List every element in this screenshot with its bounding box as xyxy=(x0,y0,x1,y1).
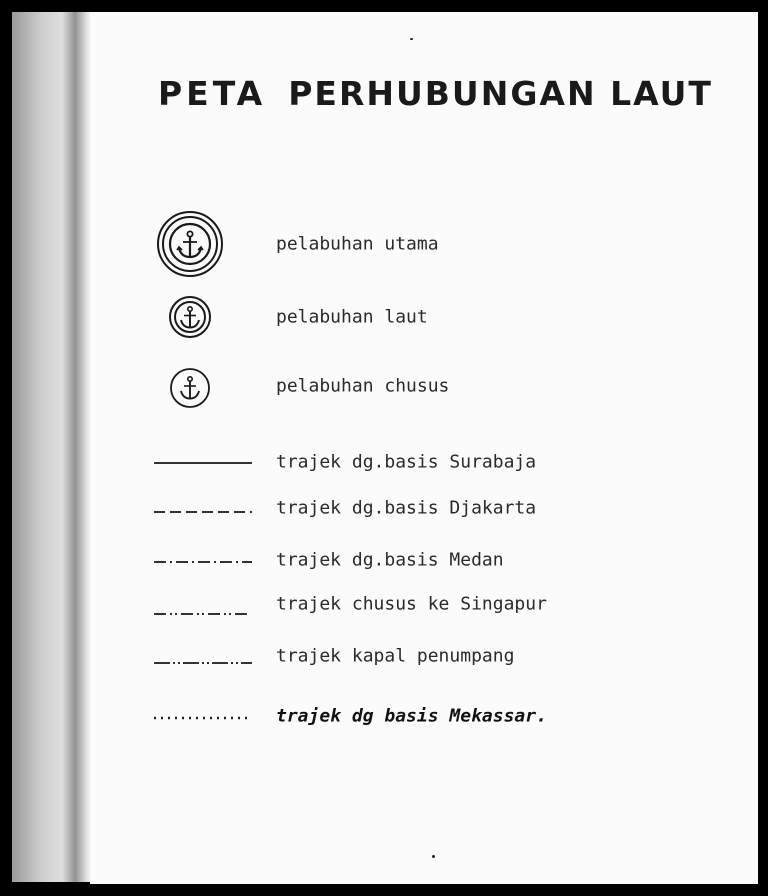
legend-row-route-mekassar xyxy=(150,696,710,736)
legend-row-route-medan xyxy=(150,540,710,580)
legend-label: pelabuhan chusus xyxy=(276,375,450,397)
legend-label: trajek kapal penumpang xyxy=(276,645,515,667)
anchor-triple-ring-icon xyxy=(150,224,260,264)
legend-row-route-djakarta xyxy=(150,488,710,528)
page-title xyxy=(158,74,713,113)
paper-speck xyxy=(432,855,435,858)
spine-shadow xyxy=(62,12,88,882)
legend-page xyxy=(90,12,758,884)
legend-row-pelabuhan-utama xyxy=(150,224,710,264)
route-line-dash-dot xyxy=(150,540,260,580)
title-word-peta: PETA xyxy=(158,74,267,113)
route-line-dotted xyxy=(150,696,260,736)
legend-label: trajek dg.basis Djakarta xyxy=(276,497,537,519)
legend-row-route-surabaja xyxy=(150,442,710,482)
legend-row-route-singapur xyxy=(150,584,710,624)
paper-speck xyxy=(410,38,413,40)
route-line-long-dash-dots xyxy=(150,636,260,676)
route-line-solid xyxy=(150,442,260,482)
legend-label: pelabuhan laut xyxy=(276,306,428,328)
legend-row-pelabuhan-laut xyxy=(150,297,710,337)
anchor-single-ring-icon xyxy=(150,366,260,406)
legend-label: trajek dg.basis Surabaja xyxy=(276,451,537,473)
legend-label: trajek chusus ke Singapur xyxy=(276,593,547,615)
route-line-dashed xyxy=(150,488,260,528)
legend-label: trajek dg.basis Medan xyxy=(276,549,504,571)
legend-row-pelabuhan-chusus xyxy=(150,366,710,406)
legend-label: pelabuhan utama xyxy=(276,233,439,255)
legend-label-handwritten: trajek dg basis Mekassar. xyxy=(276,705,547,727)
anchor-double-ring-icon xyxy=(150,297,260,337)
route-line-dash-dot-dot xyxy=(150,584,260,624)
title-word-perhubungan-laut: PERHUBUNGAN LAUT xyxy=(288,74,713,113)
legend-row-route-penumpang xyxy=(150,636,710,676)
